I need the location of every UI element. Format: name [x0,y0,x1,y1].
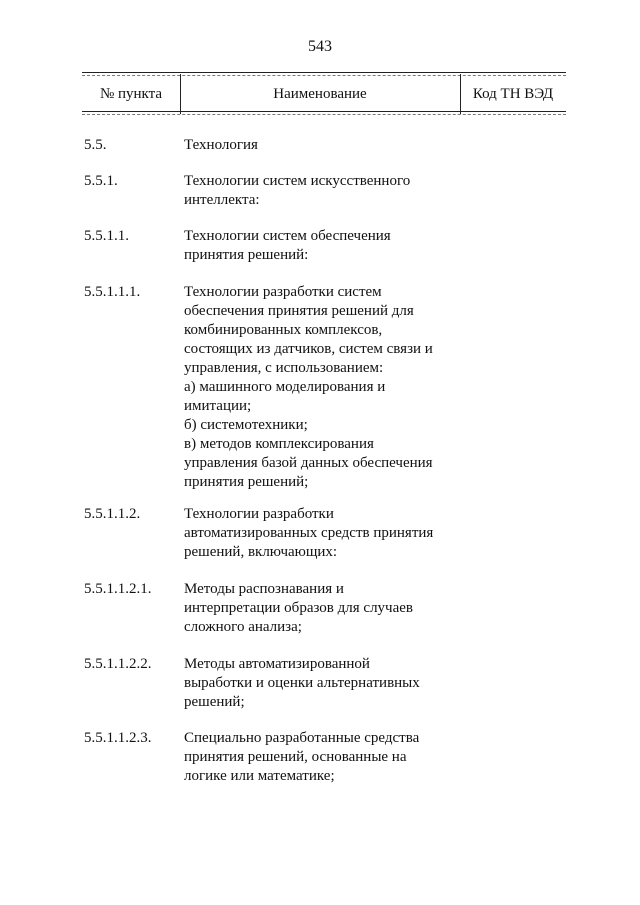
table-header [82,72,566,116]
item-number: 5.5.1.1.2.2. [84,656,152,672]
item-name: Технологии разработки систем обеспечения принятия решений для комбинированных комплексов, состоящих из датчиков, систем связи и управления, с использованием: а) машинного моделирования и имитации; б) системотехники; в) методов комплексирования управления базой данных обеспечения принятия решений; [184,284,433,490]
table-header-bottom-border [82,111,566,112]
item-name: Специально разработанные средства принятия решений, основанные на логике или математике; [184,730,420,784]
table-top-border-inner [82,75,566,76]
item-name: Методы автоматизированной выработки и оценки альтернативных решений; [184,656,420,710]
item-number: 5.5.1.1.2. [84,506,141,522]
item-name: Технологии разработки автоматизированных средств принятия решений, включающих: [184,506,434,560]
page-number: 543 [308,38,332,55]
table-top-border [82,72,566,73]
header-item-number: № пункта [99,86,163,102]
item-number: 5.5.1.1.1. [84,284,141,300]
item-number: 5.5.1.1.2.3. [84,730,152,746]
item-name: Методы распознавания и интерпретации образов для случаев сложного анализа; [184,581,413,635]
item-name: Технологии систем искусственного интеллекта: [184,173,411,208]
item-number: 5.5.1.1. [84,228,129,244]
item-number: 5.5. [84,137,107,153]
item-name: Технология [184,137,258,153]
header-code: Код ТН ВЭД [472,86,554,102]
item-name: Технологии систем обеспечения принятия решений: [184,228,391,263]
item-number: 5.5.1.1.2.1. [84,581,152,597]
item-number: 5.5.1. [84,173,118,189]
table-header-bottom-border-inner [82,114,566,115]
header-name: Наименование [273,86,367,102]
